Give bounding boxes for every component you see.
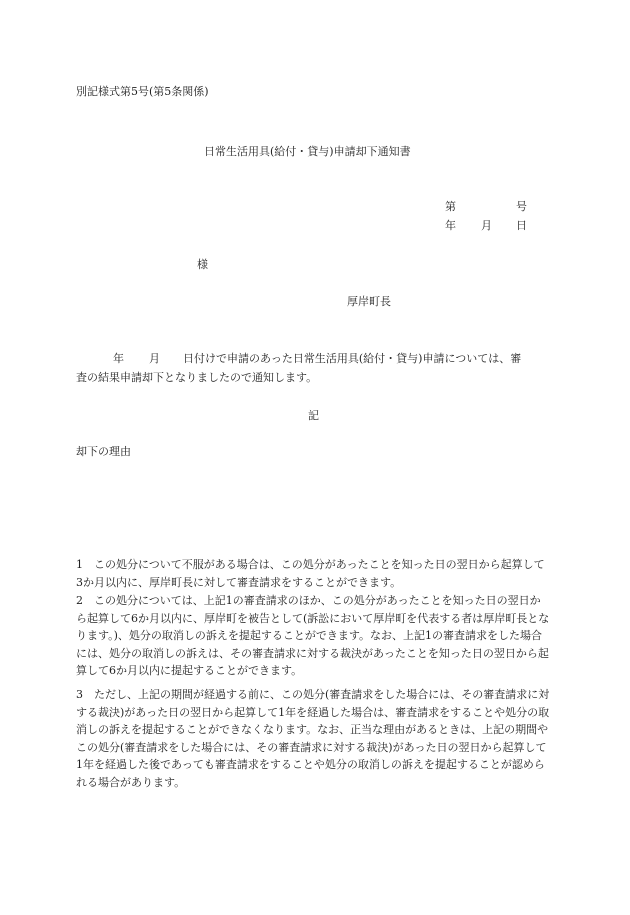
note-number: 2	[76, 594, 83, 607]
body-line-2: 査の結果申請却下となりましたので通知します。	[76, 371, 318, 384]
doc-number-prefix: 第	[445, 200, 456, 213]
note-text: ただし、上記の期間が経過する前に、この処分(審査請求をした場合には、その審査請求に対する裁決)があった日の翌日から起算して1年を経過した場合は、審査請求をすることや処分の取消しの訴えを提起することができなくなります。なお、正当な理由があるときは、上記の期間やこの処分(審査請求をした場合には、その審査請求に対する裁決)があった日の翌日から起算して1年を経過した後であっても審査請求をすることや処分の取消しの訴えを提起することが認められる場合があります。	[76, 688, 550, 789]
note-number: 3	[76, 688, 83, 701]
document-title: 日常生活用具(給付・貸与)申請却下通知書	[204, 145, 411, 158]
note-2	[76, 592, 550, 680]
recipient-suffix: 様	[197, 258, 208, 271]
form-number: 別記様式第5号(第5条関係)	[76, 85, 209, 98]
issuer: 厚岸町長	[347, 295, 391, 308]
reason-label: 却下の理由	[76, 445, 131, 458]
ki-marker: 記	[308, 409, 319, 422]
body-year: 年	[113, 352, 124, 365]
note-1	[76, 556, 550, 591]
note-3	[76, 686, 550, 792]
doc-number-suffix: 号	[516, 200, 527, 213]
note-number: 1	[76, 558, 83, 571]
date-day: 日	[516, 219, 527, 232]
note-text: この処分については、上記1の審査請求のほか、この処分があったことを知った日の翌日から起算して6か月以内に、厚岸町を被告として(訴訟において厚岸町を代表する者は厚岸町長となります。)、処分の取消しの訴えを提起することができます。なお、上記1の審査請求をした場合には、処分の取消しの訴えは、その審査請求に対する裁決があったことを知った日の翌日から起算して6か月以内に提起することができます。	[76, 594, 550, 678]
date-month: 月	[481, 219, 492, 232]
date-year: 年	[445, 219, 456, 232]
body-line-1: 日付けで申請のあった日常生活用具(給付・貸与)申請については、審	[183, 352, 522, 365]
note-text: この処分について不服がある場合は、この処分があったことを知った日の翌日から起算して3か月以内に、厚岸町長に対して審査請求をすることができます。	[76, 558, 545, 589]
body-month: 月	[149, 352, 160, 365]
